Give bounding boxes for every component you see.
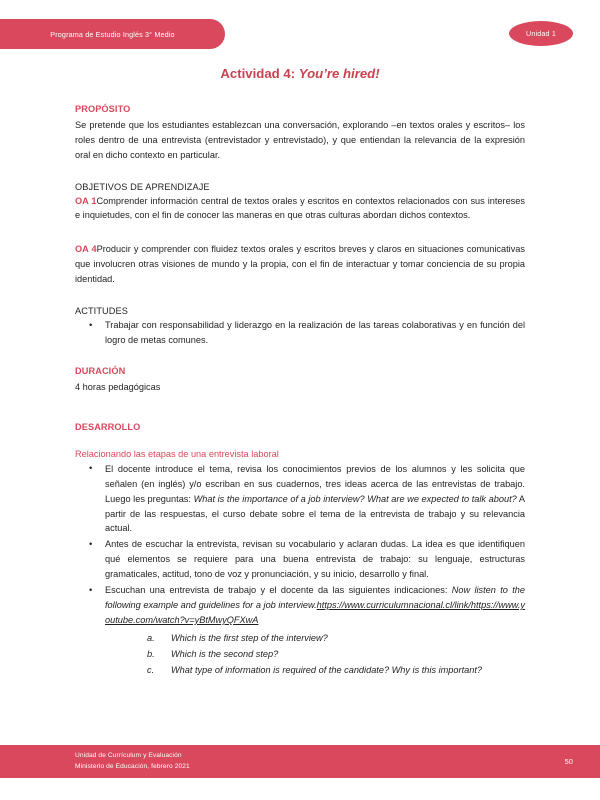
list-item [105, 631, 525, 646]
video-resource-link[interactable]: https://www.curriculumnacional.cl/link/https://www.youtube.com/watch?v=yBtMwyQFXwA [105, 599, 525, 625]
list-item: • Trabajar con responsabilidad y liderazgo en la realización de las tareas colaborativas y en función del logro de metas comunes. [75, 318, 525, 348]
desarrollo-subheading: Relacionando las etapas de una entrevista laboral [75, 448, 279, 459]
interview-questions-list [105, 631, 525, 678]
bullet-text-italic: Now listen to the following example and guidelines for a job interview. [105, 585, 526, 610]
oa-tag: OA 4 [75, 244, 97, 255]
question-marker: c. [147, 664, 155, 675]
spacer [75, 173, 525, 182]
page-number: 50 [564, 757, 573, 766]
footer-line-1: Unidad de Currículum y Evaluación [75, 752, 182, 760]
proposito-text: Se pretende que los estudiantes establezcan una conversación, explorando –en textos orales y escritos– los roles dentro de una entrevista (entrevistador y entrevistado), y que entiendan la relevancia de la expresión oral en dicho contexto en particular. [75, 119, 525, 160]
list-item [105, 647, 525, 662]
spacer [75, 297, 525, 306]
bullet-text-before: Antes de escuchar la entrevista, revisan su vocabulario y aclaran dudas. La idea es que identifiquen qué elementos se requiere para una buena entrevista de trabajo: su lenguaje, estructuras gramaticales, actitud, tono de voz y pronunciación, y su inicio, desarrollo y final. [105, 539, 525, 580]
spacer [75, 436, 525, 449]
page-footer [0, 745, 600, 778]
page-title-italic: You’re hired! [298, 66, 380, 81]
question-text: Which is the second step? [171, 648, 279, 659]
document-content [75, 66, 525, 679]
program-banner [0, 19, 225, 49]
bullet-text-before: Escuchan una entrevista de trabajo y el docente da las siguientes indicaciones: [105, 585, 452, 596]
section-heading-proposito: PROPÓSITO [75, 103, 131, 114]
unit-badge-label: Unidad 1 [526, 29, 556, 38]
spacer [75, 405, 525, 422]
question-marker: a. [147, 632, 155, 643]
list-item [75, 462, 525, 537]
question-marker: b. [147, 648, 155, 659]
list-item [105, 663, 525, 678]
section-heading-duracion: DURACIÓN [75, 365, 126, 376]
oa-text: Producir y comprender con fluidez textos orales y escritos breves y claros en situaciones comunicativas que involucren otras visiones de mundo y la propia, con el fin de interactuar y tomar conciencia de su propia identidad. [75, 244, 525, 285]
oa-text: Comprender información central de textos orales y escritos en contextos relacionados con sus intereses e inquietudes, con el fin de conocer las maneras en que otras culturas abordan dichos contextos. [75, 195, 525, 221]
question-text: Which is the first step of the interview? [171, 632, 328, 643]
bullet-text-italic: What is the importance of a job interview? What are we expected to talk about? [193, 493, 517, 504]
page-title [75, 66, 525, 82]
actitudes-list [75, 318, 525, 348]
section-heading-objetivos: OBJETIVOS DE APRENDIZAJE [75, 181, 210, 192]
list-item [75, 583, 525, 677]
footer-line-2: Ministerio de Educación, febrero 2021 [75, 762, 190, 770]
page-title-prefix: Actividad 4: [220, 66, 299, 81]
spacer [75, 233, 525, 242]
question-text: What type of information is required of the candidate? Why is this important? [171, 664, 482, 675]
program-banner-label: Programa de Estudio Inglés 3° Medio [50, 29, 175, 39]
objetivo-item [75, 242, 525, 287]
section-heading-desarrollo: DESARROLLO [75, 421, 141, 432]
spacer [75, 349, 525, 366]
oa-tag: OA 1 [75, 195, 97, 206]
bullet-text-after: A partir de las respuestas, el curso debate sobre el tema de la entrevista de trabajo y su relevancia actual. [105, 493, 525, 534]
section-heading-actitudes: ACTITUDES [75, 306, 128, 317]
unit-badge [509, 21, 573, 46]
page-header [0, 19, 600, 49]
footer-institution [75, 751, 190, 771]
bullet-text-before: El docente introduce el tema, revisa los conocimientos previos de los alumnos y les solicita que señalen (en inglés) y/o escriban en sus cuadernos, tres ideas acerca de las entrevistas de trabajo. Luego les preguntas: [105, 463, 525, 504]
list-item [75, 537, 525, 582]
duracion-text: 4 horas pedagógicas [75, 381, 161, 392]
desarrollo-bullet-list [75, 462, 525, 678]
objetivo-item [75, 194, 525, 224]
